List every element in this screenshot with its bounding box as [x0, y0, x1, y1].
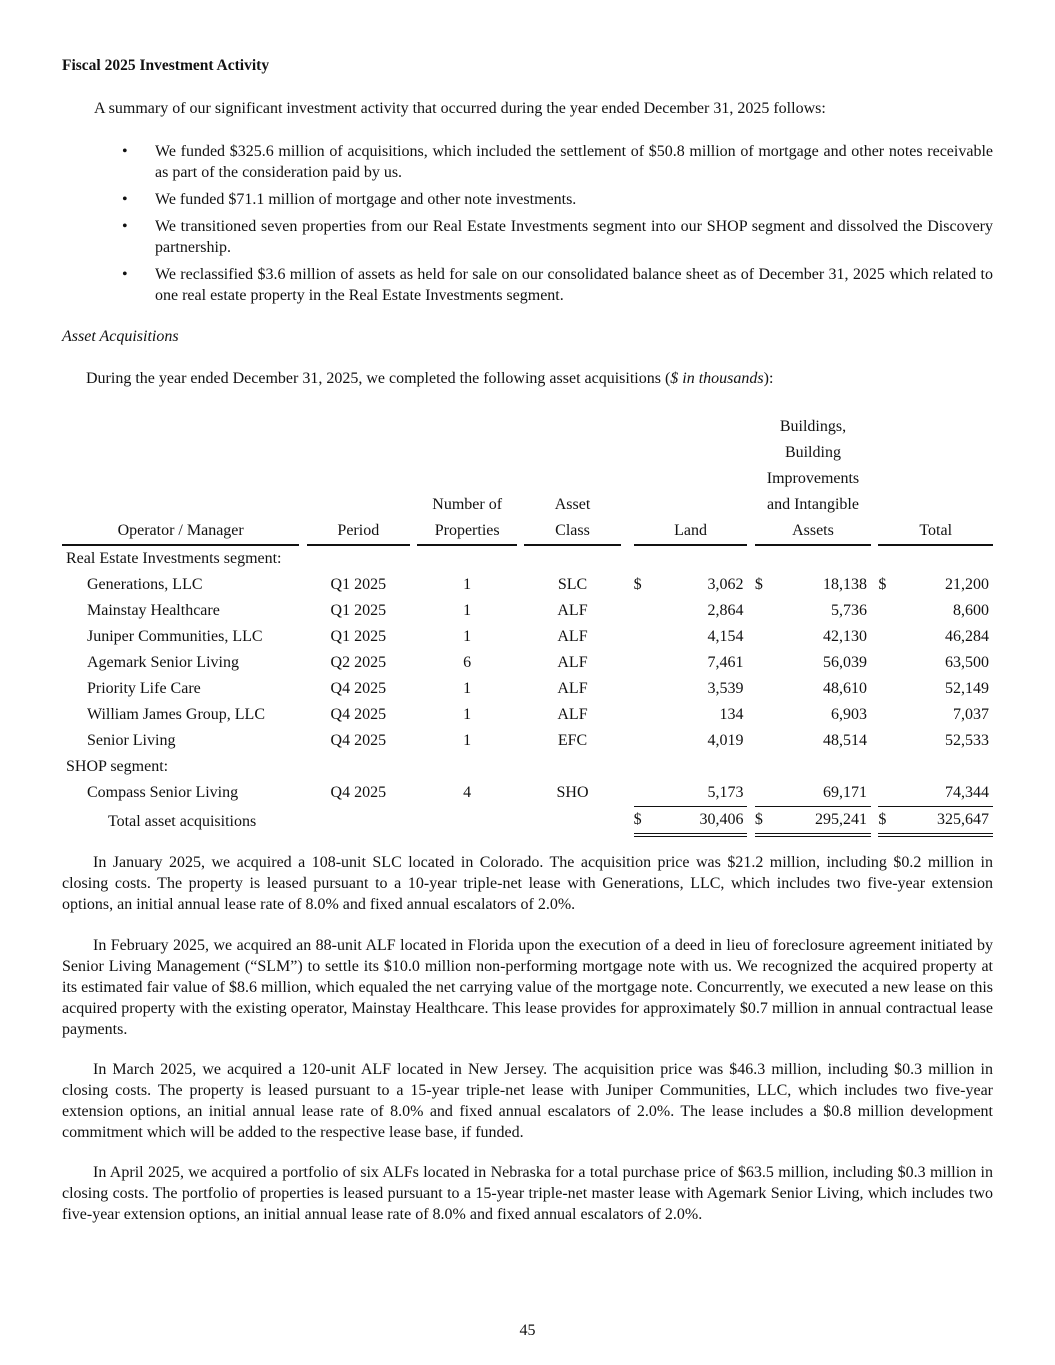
amount: 325,647: [937, 811, 989, 828]
amount: 48,610: [823, 680, 868, 697]
section-heading: Fiscal 2025 Investment Activity: [62, 57, 270, 74]
currency-symbol: [878, 624, 892, 650]
period: Q1 2025: [330, 628, 387, 645]
asset-class: SHO: [556, 784, 589, 801]
paragraph-february: In February 2025, we acquired an 88-unit ALF located in Florida upon the execution of a deed in lieu of foreclosure agreement initiated by Senior Living Management (“SLM”) to settle its $10.0 million non-performing mortgage note with us. We recognized the acquired property at its estimated fair value of $8.6 million, which equaled the net carrying value of the mortgage note. Concurrently, we executed a new lease on this acquired property with the existing operator, Mainstay Healthcare. This lease provides for approximately $0.7 million in annual contractual lease payments.: [62, 937, 993, 1038]
currency-symbol: $: [754, 576, 763, 593]
amount: 30,406: [699, 811, 744, 828]
total-label: Total asset acquisitions: [108, 812, 257, 830]
period: Q1 2025: [330, 602, 387, 619]
table-row: [62, 728, 993, 754]
col-header-buildings: Buildings, Building Improvements and Intangible Assets: [755, 414, 871, 546]
amount: 7,037: [953, 706, 989, 723]
table-row: [62, 572, 993, 598]
currency-symbol: [634, 676, 648, 702]
operator-name: Senior Living: [87, 732, 176, 749]
segment-label: SHOP segment:: [66, 758, 169, 775]
asset-class: ALF: [557, 628, 588, 645]
operator-name: William James Group, LLC: [87, 706, 265, 723]
asset-class: ALF: [557, 680, 588, 697]
currency-symbol: $: [878, 576, 887, 593]
period: Q2 2025: [330, 654, 387, 671]
amount: 48,514: [823, 732, 868, 749]
period: Q4 2025: [330, 706, 387, 723]
property-count: 4: [463, 784, 472, 801]
period: Q4 2025: [330, 784, 387, 801]
currency-symbol: [634, 780, 648, 806]
currency-symbol: [878, 598, 892, 624]
segment-header-row: [62, 754, 993, 780]
currency-symbol: [755, 676, 769, 702]
amount: 5,736: [831, 602, 868, 619]
currency-symbol: $: [878, 811, 887, 828]
table-row: [62, 650, 993, 676]
currency-symbol: [755, 650, 769, 676]
col-header-land: Land: [634, 414, 748, 546]
property-count: 6: [463, 654, 472, 671]
asset-class: ALF: [557, 654, 588, 671]
operator-name: Compass Senior Living: [87, 784, 239, 801]
asset-class: ALF: [557, 602, 588, 619]
currency-symbol: [755, 702, 769, 728]
currency-symbol: [634, 650, 648, 676]
segment-label: Real Estate Investments segment:: [66, 550, 282, 567]
amount: 134: [719, 706, 744, 723]
amount: 21,200: [945, 576, 989, 593]
amount: 2,864: [707, 602, 744, 619]
table-row: [62, 676, 993, 702]
table-intro: During the year ended December 31, 2025, we completed the following asset acquisitions ($ in thousands):: [86, 370, 774, 387]
amount: 4,019: [707, 732, 744, 749]
paragraph-january: In January 2025, we acquired a 108-unit SLC located in Colorado. The acquisition price was $21.2 million, including $0.2 million in closing costs. The property is leased pursuant to a 10-year triple-net lease with Generations, LLC, which includes two five-year extension options, an initial annual lease rate of 8.0% and fixed annual escalators of 2.0%.: [62, 854, 993, 913]
currency-symbol: $: [633, 811, 642, 828]
currency-symbol: [634, 598, 648, 624]
currency-symbol: [755, 598, 769, 624]
currency-symbol: $: [633, 576, 642, 593]
period: Q1 2025: [330, 576, 387, 593]
currency-symbol: [755, 728, 769, 754]
amount: 46,284: [945, 628, 989, 645]
segment-header-row: [62, 546, 993, 572]
currency-symbol: [755, 780, 769, 806]
bullet-icon: •: [122, 266, 128, 283]
amount: 69,171: [823, 784, 868, 801]
amount: 18,138: [823, 576, 868, 593]
property-count: 1: [463, 628, 472, 645]
amount: 6,903: [831, 706, 868, 723]
currency-symbol: [878, 676, 892, 702]
amount: 52,533: [945, 732, 989, 749]
activity-bullet-list: [62, 141, 993, 312]
subsection-heading: Asset Acquisitions: [62, 328, 179, 345]
currency-symbol: [878, 728, 892, 754]
asset-class: ALF: [557, 706, 588, 723]
amount: 56,039: [823, 654, 868, 671]
period: Q4 2025: [330, 680, 387, 697]
asset-class: SLC: [557, 576, 588, 593]
operator-name: Mainstay Healthcare: [87, 602, 220, 619]
amount: 4,154: [707, 628, 744, 645]
bullet-item: • We funded $71.1 million of mortgage and other note investments.: [122, 191, 577, 208]
operator-name: Generations, LLC: [87, 576, 203, 593]
amount: 52,149: [945, 680, 989, 697]
amount: 8,600: [953, 602, 989, 619]
table-row: [62, 598, 993, 624]
amount: 5,173: [707, 784, 744, 801]
property-count: 1: [463, 680, 472, 697]
bullet-item: • We transitioned seven properties from our Real Estate Investments segment into our SHOP segment and dissolved the Discovery partnership.: [122, 218, 993, 256]
table-row: [62, 702, 993, 728]
asset-class: EFC: [557, 732, 588, 749]
currency-symbol: [634, 728, 648, 754]
property-count: 1: [463, 706, 472, 723]
col-header-asset-class: Asset Class: [524, 414, 620, 546]
col-header-period: Period: [307, 414, 410, 546]
table-row: [62, 624, 993, 650]
currency-symbol: [634, 624, 648, 650]
amount: 63,500: [945, 654, 989, 671]
bullet-item: • We funded $325.6 million of acquisitions, which included the settlement of $50.8 million of mortgage and other notes receivable as part of the consideration paid by us.: [122, 143, 993, 181]
operator-name: Priority Life Care: [87, 680, 201, 697]
amount: 295,241: [815, 811, 868, 828]
col-header-properties: Number of Properties: [417, 414, 517, 546]
property-count: 1: [463, 732, 472, 749]
amount: 74,344: [945, 784, 989, 801]
paragraph-april: In April 2025, we acquired a portfolio of six ALFs located in Nebraska for a total purchase price of $63.5 million, including $0.3 million in closing costs. The portfolio of properties is leased pursuant to a 15-year triple-net master lease with Agemark Senior Living, which includes two five-year extension options, an initial annual lease rate of 8.0% and fixed annual escalators of 2.0%.: [62, 1164, 993, 1223]
page-number: 45: [519, 1322, 536, 1339]
bullet-icon: •: [122, 191, 128, 208]
period: Q4 2025: [330, 732, 387, 749]
currency-symbol: [755, 624, 769, 650]
property-count: 1: [463, 602, 472, 619]
paragraph-march: In March 2025, we acquired a 120-unit ALF located in New Jersey. The acquisition price was $46.3 million, including $0.3 million in closing costs. The property is leased pursuant to a 15-year triple-net lease with Juniper Communities, LLC, which includes two five-year extension options, an initial annual lease rate of 8.0% and fixed annual escalators of 2.0%. The lease includes a $0.8 million development commitment which will be added to the respective lease base, if funded.: [62, 1061, 993, 1141]
operator-name: Juniper Communities, LLC: [87, 628, 263, 645]
section-intro: A summary of our significant investment activity that occurred during the year ended December 31, 2025 follows:: [94, 100, 826, 117]
amount: 3,062: [707, 576, 744, 593]
col-header-total: Total: [878, 414, 993, 546]
amount: 3,539: [707, 680, 744, 697]
currency-symbol: [878, 780, 892, 806]
table-row: [62, 780, 993, 806]
total-row: [62, 806, 993, 837]
asset-acquisitions-table: [62, 414, 993, 837]
bullet-icon: •: [122, 143, 128, 160]
bullet-icon: •: [122, 218, 128, 235]
currency-symbol: $: [754, 811, 763, 828]
amount: 7,461: [707, 654, 744, 671]
table-header-row: [62, 414, 993, 546]
operator-name: Agemark Senior Living: [87, 654, 239, 671]
currency-symbol: [878, 702, 892, 728]
amount: 42,130: [823, 628, 868, 645]
currency-symbol: [634, 702, 648, 728]
property-count: 1: [463, 576, 472, 593]
currency-symbol: [878, 650, 892, 676]
bullet-item: • We reclassified $3.6 million of assets as held for sale on our consolidated balance sheet as of December 31, 2025 which related to one real estate property in the Real Estate Investments segment.: [122, 266, 993, 304]
col-header-operator: Operator / Manager: [62, 414, 299, 546]
